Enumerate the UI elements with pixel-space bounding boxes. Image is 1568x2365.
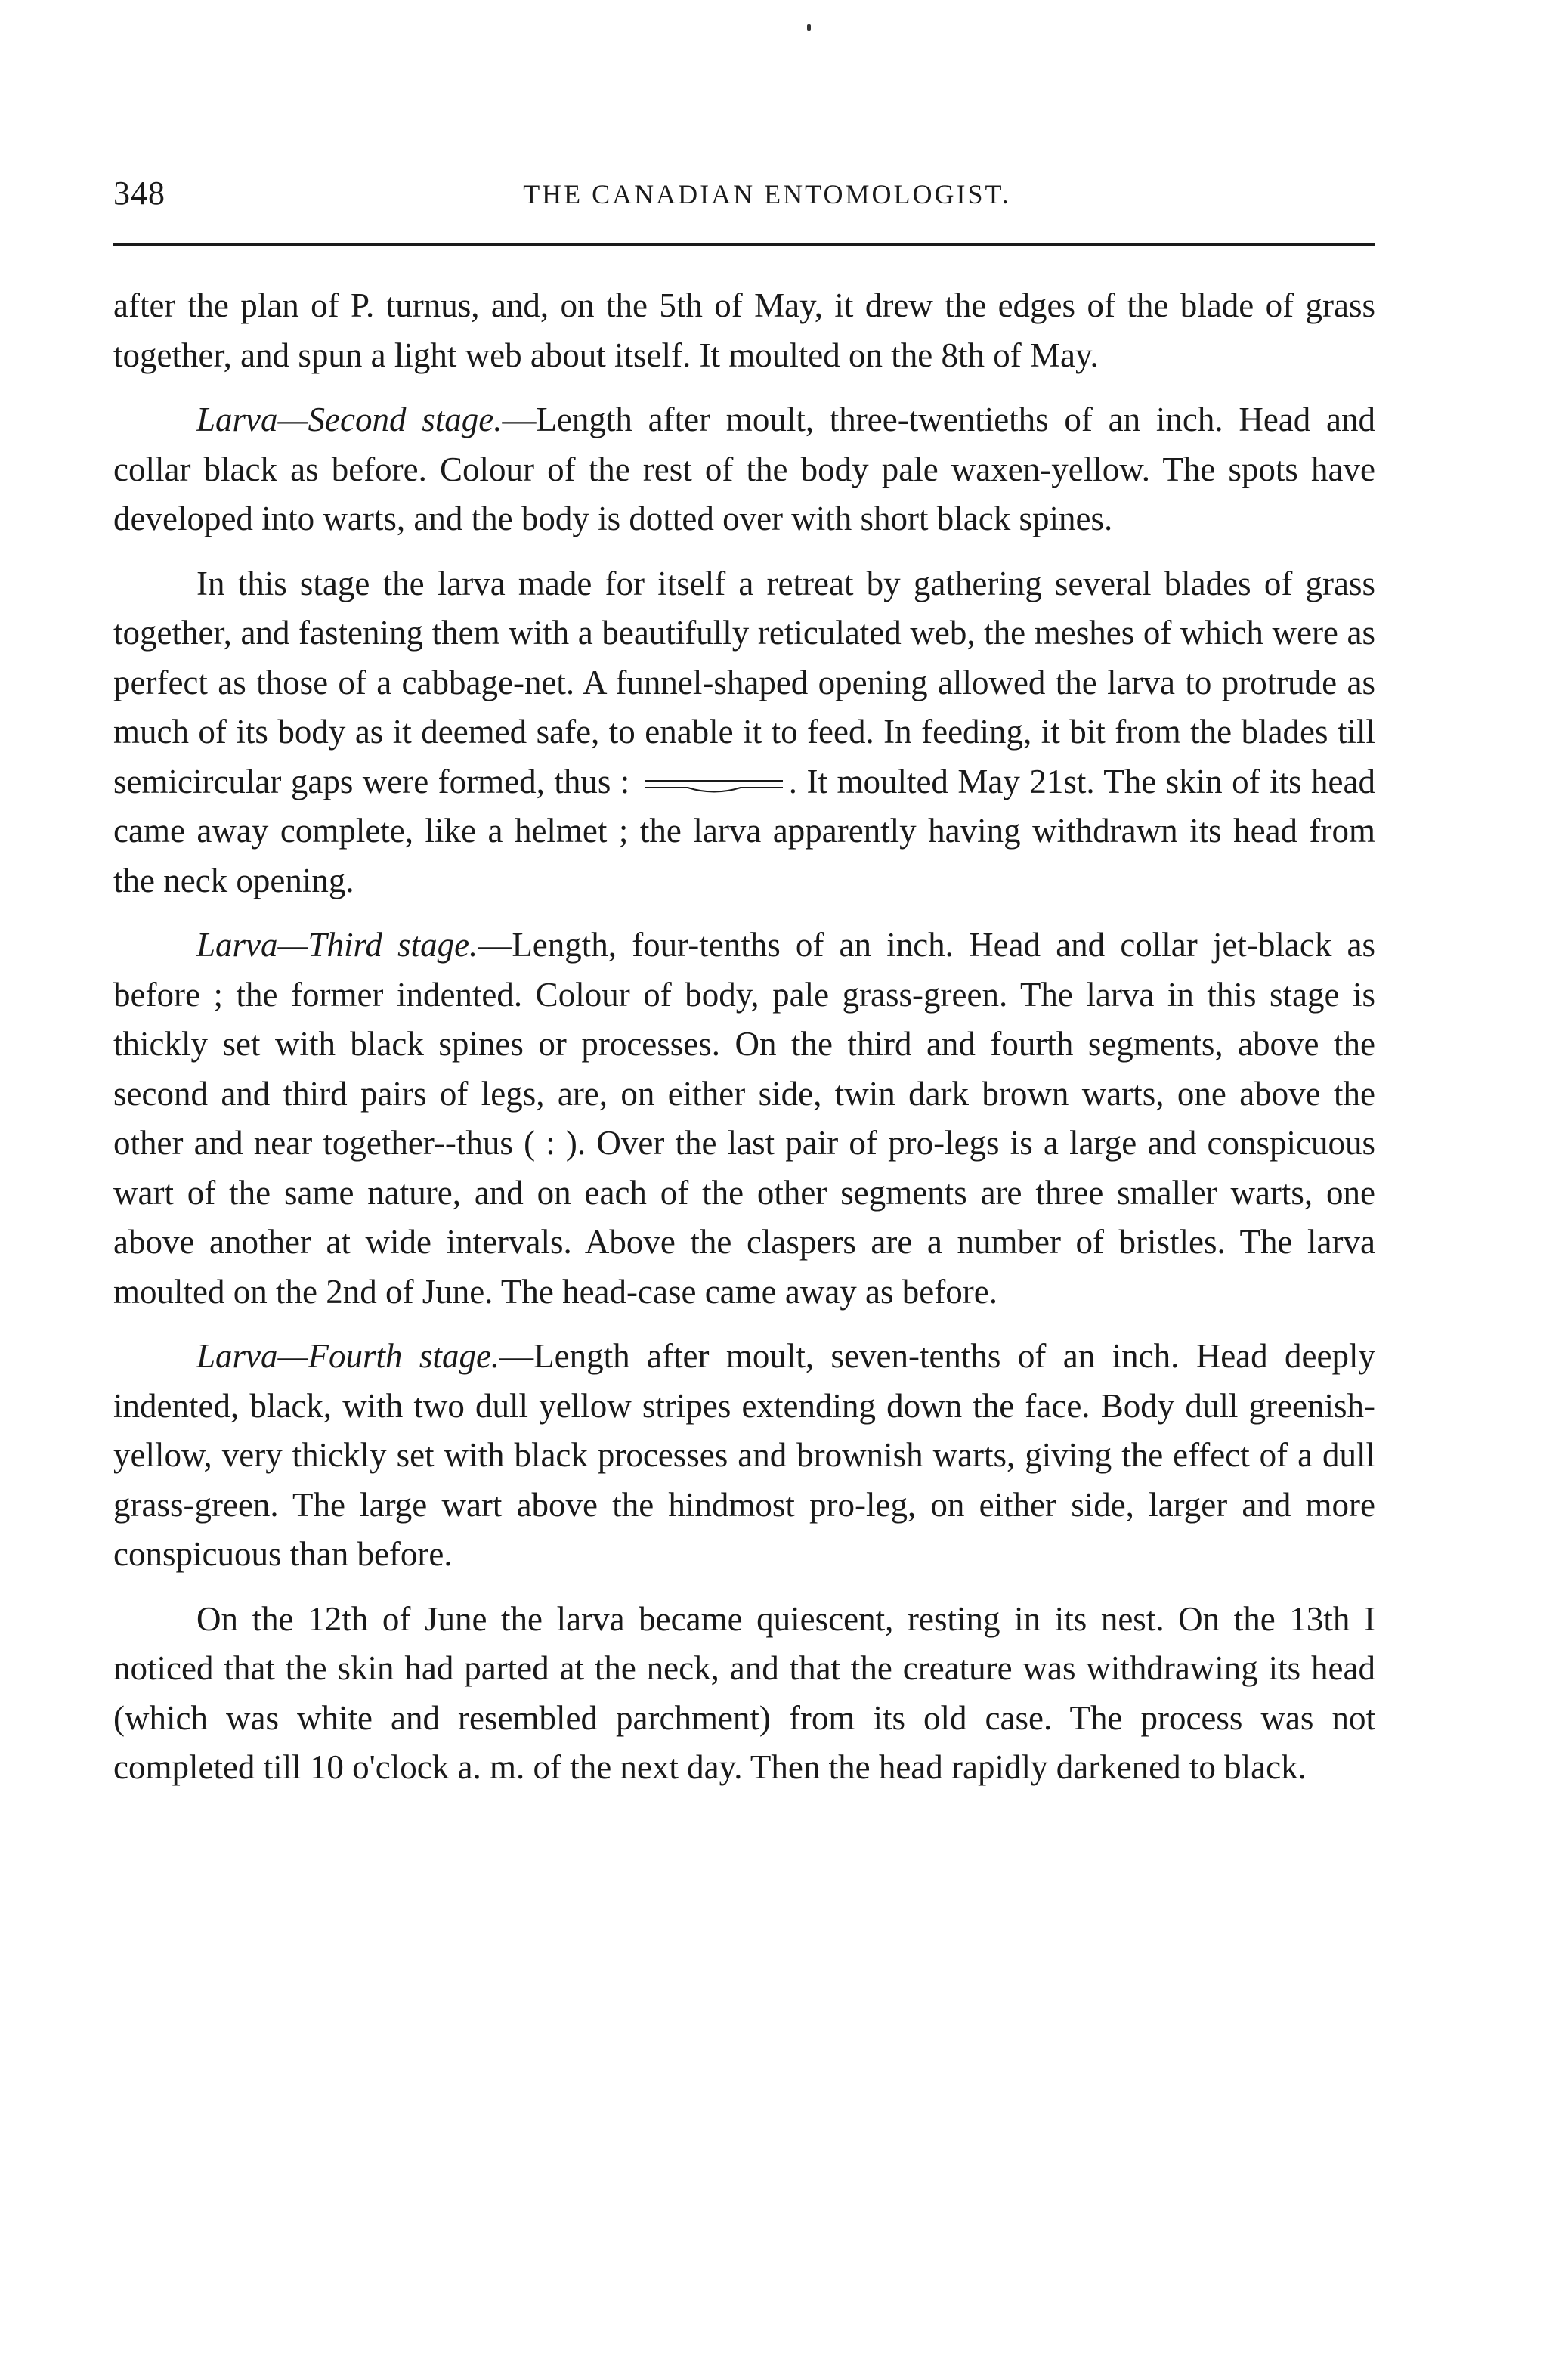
paragraph-quiescent xyxy=(113,1595,1375,1793)
paragraph-text: —Length after moult, seven-tenths of an inch. Head deeply indented, black, with two dull yellow stripes extending down the face. Body dull greenish-yellow, very thickly set with black processes and brownish warts, giving the effect of a dull grass-green. The large wart above the hindmost pro-leg, on either side, larger and more conspicuous than before. xyxy=(113,1337,1376,1573)
paragraph-third-stage xyxy=(113,921,1375,1317)
paragraph-text: In this stage the larva made for itself a retreat by gathering several blades of grass together, and fastening them with a beautifully reticulated web, the meshes of which were as perfect as those of a cabbage-net. A funnel-shaped opening allowed the larva to protrude as much of its body as it deemed safe, to enable it to feed. In feeding, it bit from the blades till semicircular gaps were formed, thus : xyxy=(113,564,1375,800)
paragraph-text: —Length after moult, three-twentieths of an inch. Head and collar black as before. Colour of the rest of the body pale waxen-yellow. The spots have developed into warts, and the body is dotted over with short black spines. xyxy=(113,401,1375,537)
running-title: THE CANADIAN ENTOMOLOGIST. xyxy=(523,179,1011,209)
paragraph-retreat xyxy=(113,559,1375,906)
paragraph-text: after the plan of P. turnus, and, on the 5th of May, it drew the edges of the blade of grass together, and spun a light web about itself. It moulted on the 8th of May. xyxy=(113,286,1375,374)
paragraph-text: —Length, four-tenths of an inch. Head and collar jet-black as before ; the former indented. Colour of body, pale grass-green. The larva in this stage is thickly set with black spines or processes. On the third and fourth segments, above the second and third pairs of legs, are, on either side, twin dark brown warts, one above the other and near together--thus ( : ). Over the last pair of pro-legs is a large and conspicuous wart of the same nature, and on each of the other segments are three smaller warts, one above another at wide intervals. Above the claspers are a number of bristles. The larva moulted on the 2nd of June. The head-case came away as before. xyxy=(113,926,1375,1311)
paragraph-text: . It moulted May 21st. The skin of its head came away complete, like a helmet ; the larva apparently having withdrawn its head from the neck opening. xyxy=(113,762,1375,899)
paragraph-second-stage xyxy=(113,395,1375,544)
run-in-heading: Larva—Third stage. xyxy=(196,926,478,964)
article-body xyxy=(113,281,1375,1808)
page-number: 348 xyxy=(113,175,165,212)
paragraph-fourth-stage xyxy=(113,1332,1375,1580)
header-rule xyxy=(113,243,1375,246)
print-speck xyxy=(807,24,811,31)
page-header xyxy=(113,174,1375,227)
semicircular-gaps-figure xyxy=(642,776,786,793)
run-in-heading: Larva—Second stage. xyxy=(196,401,503,438)
paragraph-text: On the 12th of June the larva became quiescent, resting in its nest. On the 13th I noticed that the skin had parted at the neck, and that the creature was withdrawing its head (which was white and resembled parchment) from its old case. The process was not completed till 10 o'clock a. m. of the next day. Then the head rapidly darkened to black. xyxy=(113,1599,1375,1786)
run-in-heading: Larva—Fourth stage. xyxy=(196,1337,500,1375)
paragraph-continuation xyxy=(113,281,1375,380)
